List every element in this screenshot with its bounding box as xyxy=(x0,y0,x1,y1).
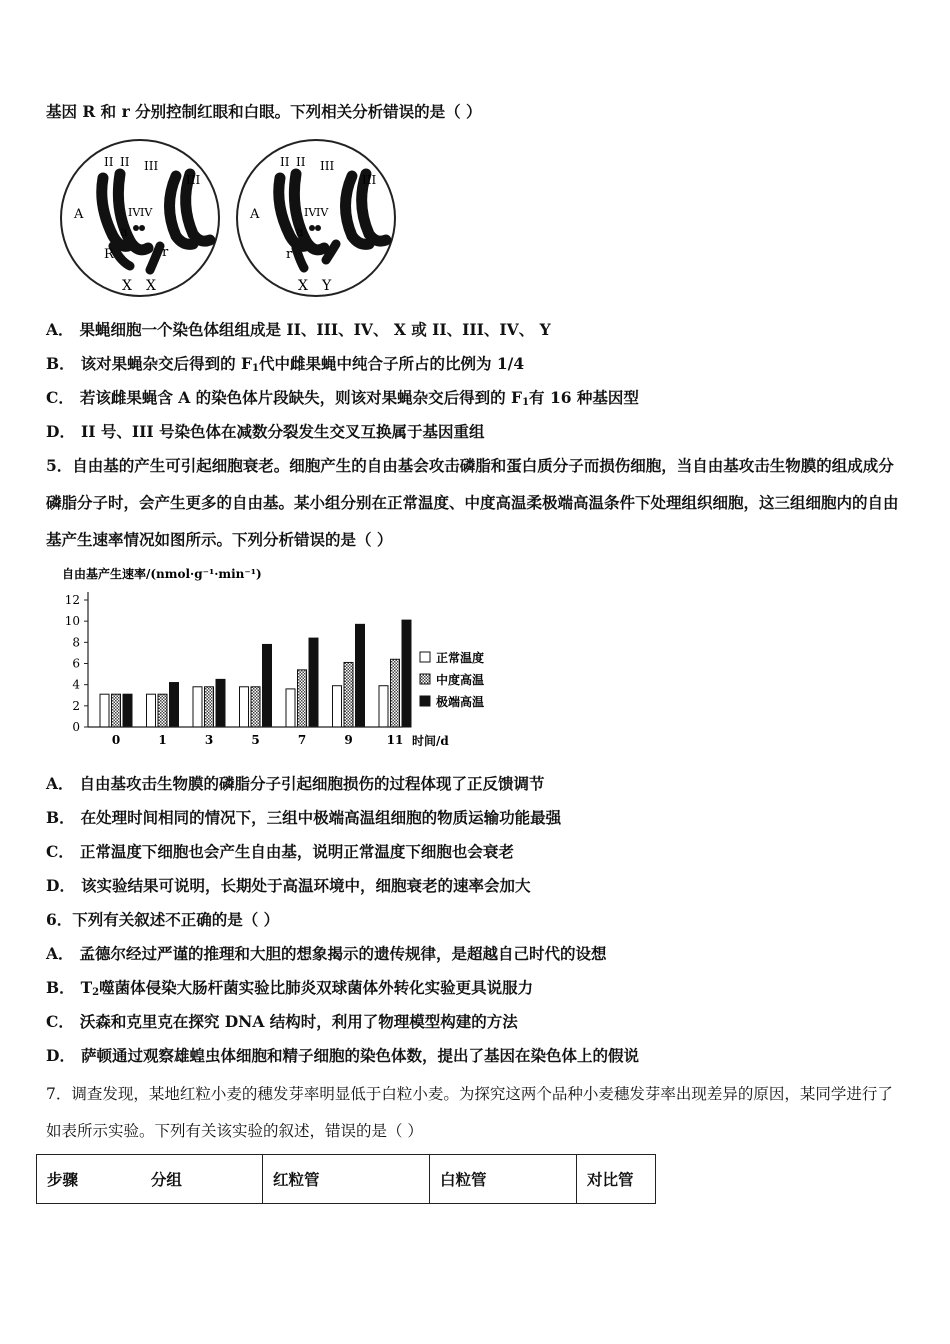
option-text: 正常温度下细胞也会产生自由基，说明正常温度下细胞也会衰老 xyxy=(79,842,514,861)
bar-1-3 xyxy=(251,687,260,727)
option-text: 该实验结果可说明，长期处于高温环境中，细胞衰老的速率会加大 xyxy=(80,876,531,895)
bar-1-5 xyxy=(344,662,353,727)
option-text-post: 有 16 种基因型 xyxy=(529,388,639,407)
option-text-pre: 该对果蝇杂交后得到的 F xyxy=(80,354,253,373)
option-text: 孟德尔经过严谨的推理和大胆的想象揭示的遗传规律，是超越自己时代的设想 xyxy=(79,944,607,963)
label-ii-2: II xyxy=(120,155,130,169)
label-iii-2: III xyxy=(362,173,377,187)
label-iii-1: III xyxy=(144,159,159,173)
y-tick-label: 0 xyxy=(72,720,80,734)
option-label: A． xyxy=(46,774,74,793)
q5-option-b[interactable] xyxy=(46,808,561,828)
label-y: Y xyxy=(322,278,332,294)
legend-label: 正常温度 xyxy=(436,651,485,665)
q4-option-a[interactable] xyxy=(46,320,551,340)
label-x-1: X xyxy=(122,278,132,294)
y-tick-label: 8 xyxy=(72,635,80,650)
option-label: D． xyxy=(46,876,75,895)
option-text: 果蝇细胞一个染色体组组成是 II、III、IV、 X 或 II、III、IV、 Y xyxy=(79,320,551,339)
male-cell xyxy=(237,140,395,296)
legend xyxy=(420,650,484,709)
x-tick-label: 1 xyxy=(158,733,167,747)
label-r: r xyxy=(286,247,293,262)
bar-2-2 xyxy=(216,679,225,727)
q4-option-d[interactable] xyxy=(46,422,485,442)
option-text-post: 噬菌体侵染大肠杆菌实验比肺炎双球菌体外转化实验更具说服力 xyxy=(99,978,534,997)
bar-2-6 xyxy=(402,620,411,727)
subscript: 1 xyxy=(252,363,259,374)
bar-0-3 xyxy=(240,687,249,727)
q5-option-a[interactable] xyxy=(46,774,545,794)
option-label: C． xyxy=(46,842,74,861)
bar-0-5 xyxy=(333,686,342,727)
option-text-post: 代中雌果蝇中纯合子所占的比例为 1/4 xyxy=(258,354,525,373)
label-a-upper: A xyxy=(74,207,84,222)
legend-label: 极端高温 xyxy=(436,695,485,709)
table-row xyxy=(37,1155,656,1204)
q7-stem: 7．调查发现，某地红粒小麦的穗发芽率明显低于白粒小麦。为探究这两个品种小麦穗发芽率出现差异的原因，某同学进行了如表所示实验。下列有关该实验的叙述，错误的是（ ） xyxy=(46,1085,893,1140)
x-axis xyxy=(88,727,403,747)
bar-1-0 xyxy=(112,694,121,727)
bar-0-4 xyxy=(286,689,295,727)
q6-option-b[interactable] xyxy=(46,978,533,1003)
label-ii-2: II xyxy=(296,155,306,169)
bar-1-2 xyxy=(205,687,214,727)
q4-option-c[interactable] xyxy=(46,388,639,413)
option-label: A． xyxy=(46,944,74,963)
bar-1-6 xyxy=(391,659,400,727)
label-iv-1: IV xyxy=(304,206,317,219)
option-label: B． xyxy=(46,354,75,373)
bar-0-0 xyxy=(100,694,109,727)
option-text: 萨顿通过观察雄蝗虫体细胞和精子细胞的染色体数，提出了基因在染色体上的假说 xyxy=(80,1046,639,1065)
q5-stem: 5．自由基的产生可引起细胞衰老。细胞产生的自由基会攻击磷脂和蛋白质分子而损伤细胞，当自由基攻击生物膜的组成成分磷脂分子时，会产生更多的自由基。某小组分别在正常温度、中度高温柔极端高温条件下处理组织细胞，这三组细胞内的自由基产生速率情况如图所示。下列分析错误的是（ ） xyxy=(46,456,899,549)
option-label: B． xyxy=(46,978,75,997)
y-tick-label: 4 xyxy=(72,677,80,692)
option-text: 自由基攻击生物膜的磷脂分子引起细胞损伤的过程体现了正反馈调节 xyxy=(79,774,545,793)
option-text: 在处理时间相同的情况下，三组中极端高温组细胞的物质运输功能最强 xyxy=(80,808,562,827)
header-group: 分组 xyxy=(150,1170,182,1189)
legend-swatch xyxy=(420,696,430,706)
chromosome-figure xyxy=(58,136,403,301)
bar-0-1 xyxy=(147,694,156,727)
label-iii-1: III xyxy=(320,159,335,173)
female-cell xyxy=(61,140,219,296)
q6-option-d[interactable] xyxy=(46,1046,639,1066)
option-label: A． xyxy=(46,320,74,339)
legend-label: 中度高温 xyxy=(436,673,485,687)
table-header-cell: 白粒管 xyxy=(430,1155,577,1204)
bar-1-4 xyxy=(298,670,307,727)
label-ii-1: II xyxy=(104,155,114,169)
header-step: 步骤 xyxy=(47,1170,79,1189)
q6-option-c[interactable] xyxy=(46,1012,518,1032)
x-tick-label: 11 xyxy=(386,733,404,747)
label-iii-2: III xyxy=(186,173,201,187)
bar-0-2 xyxy=(193,687,202,727)
legend-swatch xyxy=(420,674,430,684)
option-label: D． xyxy=(46,422,75,441)
subscript: 2 xyxy=(92,987,100,998)
option-text-pre: T xyxy=(80,978,93,997)
bar-0-6 xyxy=(379,686,388,727)
legend-swatch xyxy=(420,652,430,662)
option-text-pre: 若该雌果蝇含 A 的染色体片段缺失，则该对果蝇杂交后得到的 F xyxy=(79,388,523,407)
label-a-lower: a xyxy=(120,225,128,240)
experiment-table xyxy=(36,1154,656,1204)
label-r-upper: R xyxy=(104,247,114,262)
bars xyxy=(100,620,411,727)
label-a-upper: A xyxy=(250,207,260,222)
q6-stem: 6．下列有关叙述不正确的是（ ） xyxy=(46,910,280,929)
label-r-lower: r xyxy=(162,245,169,260)
chart-xlabel: 时间/d xyxy=(412,734,449,748)
bar-2-4 xyxy=(309,638,318,727)
table-header-cell xyxy=(37,1155,263,1204)
free-radical-chart xyxy=(58,562,518,757)
q5-option-c[interactable] xyxy=(46,842,514,862)
q5-option-d[interactable] xyxy=(46,876,530,896)
chart-ylabel: 自由基产生速率/(nmol·g⁻¹·min⁻¹) xyxy=(62,567,262,581)
y-tick-label: 10 xyxy=(64,614,80,629)
label-iv-2: IV xyxy=(316,206,329,219)
y-tick-label: 6 xyxy=(72,656,80,671)
y-tick-label: 2 xyxy=(72,698,80,713)
label-ii-1: II xyxy=(280,155,290,169)
y-tick-label: 12 xyxy=(64,593,80,607)
bar-2-0 xyxy=(123,694,132,727)
option-text: 沃森和克里克在探究 DNA 结构时，利用了物理模型构建的方法 xyxy=(79,1012,518,1031)
x-tick-label: 0 xyxy=(111,733,121,747)
x-tick-label: 7 xyxy=(297,733,307,747)
q6-option-a[interactable] xyxy=(46,944,607,964)
q4-stem: 基因 R 和 r 分别控制红眼和白眼。下列相关分析错误的是（ ） xyxy=(46,102,482,121)
option-label: B． xyxy=(46,808,75,827)
bar-2-3 xyxy=(263,644,272,727)
x-tick-label: 5 xyxy=(251,733,260,747)
label-x: X xyxy=(298,278,308,294)
option-label: C． xyxy=(46,388,74,407)
x-tick-label: 9 xyxy=(344,733,353,747)
option-text: II 号、III 号染色体在减数分裂发生交叉互换属于基因重组 xyxy=(80,422,485,441)
q4-option-b[interactable] xyxy=(46,354,524,379)
bar-1-1 xyxy=(158,694,167,727)
label-iv-1: IV xyxy=(128,206,141,219)
bar-2-1 xyxy=(170,683,179,727)
bar-2-5 xyxy=(356,624,365,727)
label-x-2: X xyxy=(146,278,156,294)
option-label: D． xyxy=(46,1046,75,1065)
table-header-cell: 红粒管 xyxy=(263,1155,430,1204)
table-header-cell: 对比管 xyxy=(577,1155,656,1204)
y-axis xyxy=(65,592,88,734)
label-a-lower: a xyxy=(296,225,304,240)
option-label: C． xyxy=(46,1012,74,1031)
label-iv-2: IV xyxy=(140,206,153,219)
subscript: 1 xyxy=(522,397,530,408)
x-tick-label: 3 xyxy=(204,733,214,747)
